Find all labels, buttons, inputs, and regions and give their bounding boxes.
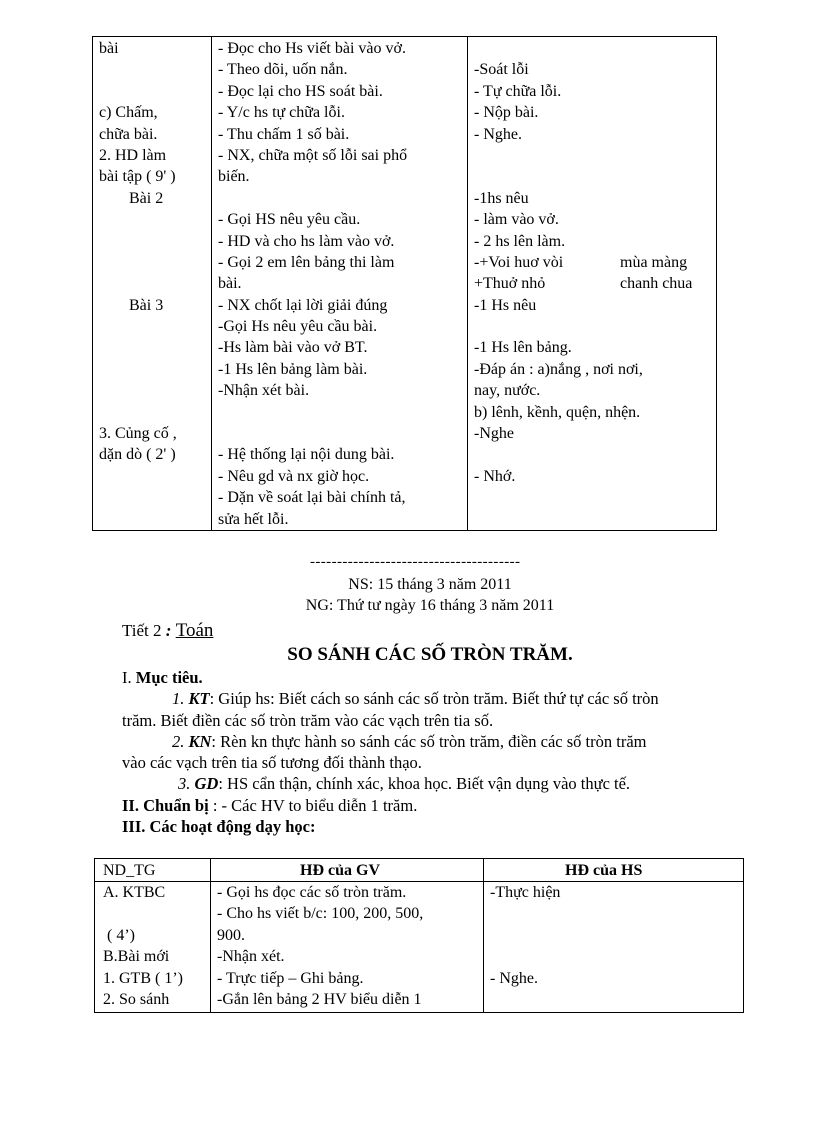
table-cell: -Nhận xét bài. [218,382,310,400]
content-time-column [103,882,211,1010]
table-cell: - Gọi 2 em lên bảng thi làm [218,253,395,271]
table-cell: sửa hết lỗi. [218,510,289,528]
table-cell [99,231,211,252]
table-cell: - Hệ thống lại nội dung bài. [218,446,395,464]
table-cell: - làm vào vở. [474,211,559,229]
answer-row [474,273,714,294]
table-cell [474,316,714,337]
table-cell [99,316,211,337]
table-cell: -Hs làm bài vào vở BT. [218,339,368,357]
table-cell: - Gọi hs đọc các số tròn trăm. [217,884,407,901]
table-cell: chanh chua [620,275,693,293]
column-header: HĐ của HS [565,862,643,879]
lesson-colon: : [161,621,172,640]
page-title: SO SÁNH CÁC SỐ TRÒN TRĂM. [287,644,573,665]
activities-table [94,858,744,1013]
table-cell [99,81,211,102]
table-cell: b) lênh, kềnh, quện, nhện. [474,403,641,421]
student-activity-column [474,38,714,487]
table-cell: - NX, chữa một số lỗi sai phổ [218,146,408,164]
table-cell: -Đáp án : a)nắng , nơi nơi, [474,360,643,378]
ng-date: NG: Thứ tư ngày 16 tháng 3 năm 2011 [305,597,555,614]
table-cell [490,946,740,967]
table-cell: 2. So sánh [103,990,170,1008]
table-cell: - NX chốt lại lời giải đúng [218,296,388,314]
table-cell [490,989,740,1010]
gd-number: 3. [178,774,195,794]
teacher-activity-column [218,38,468,530]
table-cell: nay, nước. [474,382,541,400]
table-cell [218,402,468,423]
kt-text-continued: trăm. Biết điền các số tròn trăm vào các vạch trên tia số. [122,710,494,730]
column-header: ND_TG [103,862,156,879]
table-cell: -+Voi huơ vòi [474,253,564,271]
objectives-number: I. [122,668,136,687]
table-cell: A. KTBC [103,884,166,901]
table-cell: -1 Hs lên bảng. [474,339,572,357]
prep-heading: II. Chuẩn bị [122,795,209,815]
table-cell [99,252,211,273]
objectives-heading: Mục tiêu. [135,668,203,687]
table-cell: dặn dò ( 2' ) [99,446,176,464]
table-cell: - Thu chấm 1 số bài. [218,125,350,143]
table-cell: - Dặn về soát lại bài chính tả, [218,489,406,507]
gd-text: : HS cẩn thận, chính xác, khoa học. Biết vận dụng vào thực tế. [218,774,631,794]
table-cell: -Gắn lên bảng 2 HV biểu diễn 1 [217,990,422,1008]
lesson-objectives [122,667,762,837]
table-cell: 3. Củng cố , [99,425,177,443]
table-cell: - HD và cho hs làm vào vở. [218,232,395,250]
kn-text: : Rèn kn thực hành so sánh các số tròn trăm, điền các số tròn trăm [211,731,647,751]
column-divider [211,37,212,530]
table-cell: Bài 2 [129,189,164,207]
table-cell: B.Bài mới [103,948,170,966]
table-cell [474,166,714,187]
table-cell: - Đọc cho Hs viết bài vào vở. [218,40,406,57]
table-cell: -Nghe [474,425,514,443]
table-cell: - 2 hs lên làm. [474,232,566,250]
table-cell: bài tập ( 9' ) [99,168,176,186]
column-divider [483,859,484,1012]
table-cell [490,925,740,946]
table-cell [103,903,211,924]
table-cell: -1 Hs lên bảng làm bài. [218,360,368,378]
table-cell: bài [99,40,119,57]
table-cell: - Nộp bài. [474,104,539,122]
activities-heading: III. Các hoạt động dạy học: [122,817,316,837]
table-cell: bài. [218,275,242,293]
table-cell [474,444,714,465]
ns-date: NS: 15 tháng 3 năm 2011 [348,576,512,593]
table-cell [99,402,211,423]
table-cell: - Nêu gd và nx giờ học. [218,467,370,485]
section-separator: --------------------------------------- [310,554,521,570]
lesson-heading [122,620,213,642]
table-cell: -1hs nêu [474,189,529,207]
lesson-subject: Toán [175,620,214,641]
table-cell [99,209,211,230]
table-cell: - Gọi HS nêu yêu cầu. [218,211,361,229]
table-cell: c) Chấm, [99,104,158,122]
table-cell [99,359,211,380]
prep-text: : - Các HV to biểu diễn 1 trăm. [208,795,418,815]
student-activity-column [490,882,740,1010]
table-cell: 1. GTB ( 1’) [103,969,183,987]
table-cell: mùa màng [620,253,688,271]
table-cell: Bài 3 [129,296,164,314]
table-cell [474,38,714,59]
content-time-column [99,38,211,466]
table-cell: - Đọc lại cho HS soát bài. [218,82,383,100]
kn-label: KN [188,731,212,751]
table-cell: -Thực hiện [490,884,561,901]
table-cell: - Nghe. [490,969,538,987]
table-cell: chữa bài. [99,125,158,143]
table-cell: 900. [217,926,245,944]
gd-label: GD [194,774,219,794]
table-cell [99,380,211,401]
table-cell: - Cho hs viết b/c: 100, 200, 500, [217,905,424,923]
table-cell: ( 4’) [107,926,135,944]
table-cell: - Trực tiếp – Ghi bảng. [217,969,364,987]
kt-label: KT [188,689,210,709]
table-cell: -Gọi Hs nêu yêu cầu bài. [218,318,378,336]
table-cell [218,188,468,209]
table-cell: 2. HD làm [99,146,167,164]
table-cell: -Soát lỗi [474,61,529,79]
table-cell: -Nhận xét. [217,948,285,966]
lesson-number: Tiết 2 [122,621,162,640]
lesson-plan-table-continued [92,36,717,531]
table-cell [218,423,468,444]
table-cell: +Thuở nhỏ [474,275,546,293]
table-cell: - Nghe. [474,125,522,143]
table-cell [99,337,211,358]
answer-row [474,252,714,273]
table-cell: - Y/c hs tự chữa lỗi. [218,104,345,122]
teacher-activity-column [217,882,479,1010]
table-cell: - Nhớ. [474,467,516,485]
table-cell: - Tự chữa lỗi. [474,82,562,100]
table-cell: biến. [218,168,250,186]
kn-text-continued: vào các vạch trên tia số tương đối thành thạo. [122,753,422,773]
table-cell [99,59,211,80]
table-cell [99,273,211,294]
kt-text: : Giúp hs: Biết cách so sánh các số tròn trăm. Biết thứ tự các số tròn [209,689,659,709]
table-cell [474,145,714,166]
kt-number: 1. [172,689,189,709]
table-cell [490,903,740,924]
table-cell: - Theo dõi, uốn nắn. [218,61,348,79]
column-header: HĐ của GV [300,862,380,879]
kn-number: 2. [172,731,189,751]
table-cell: -1 Hs nêu [474,296,537,314]
